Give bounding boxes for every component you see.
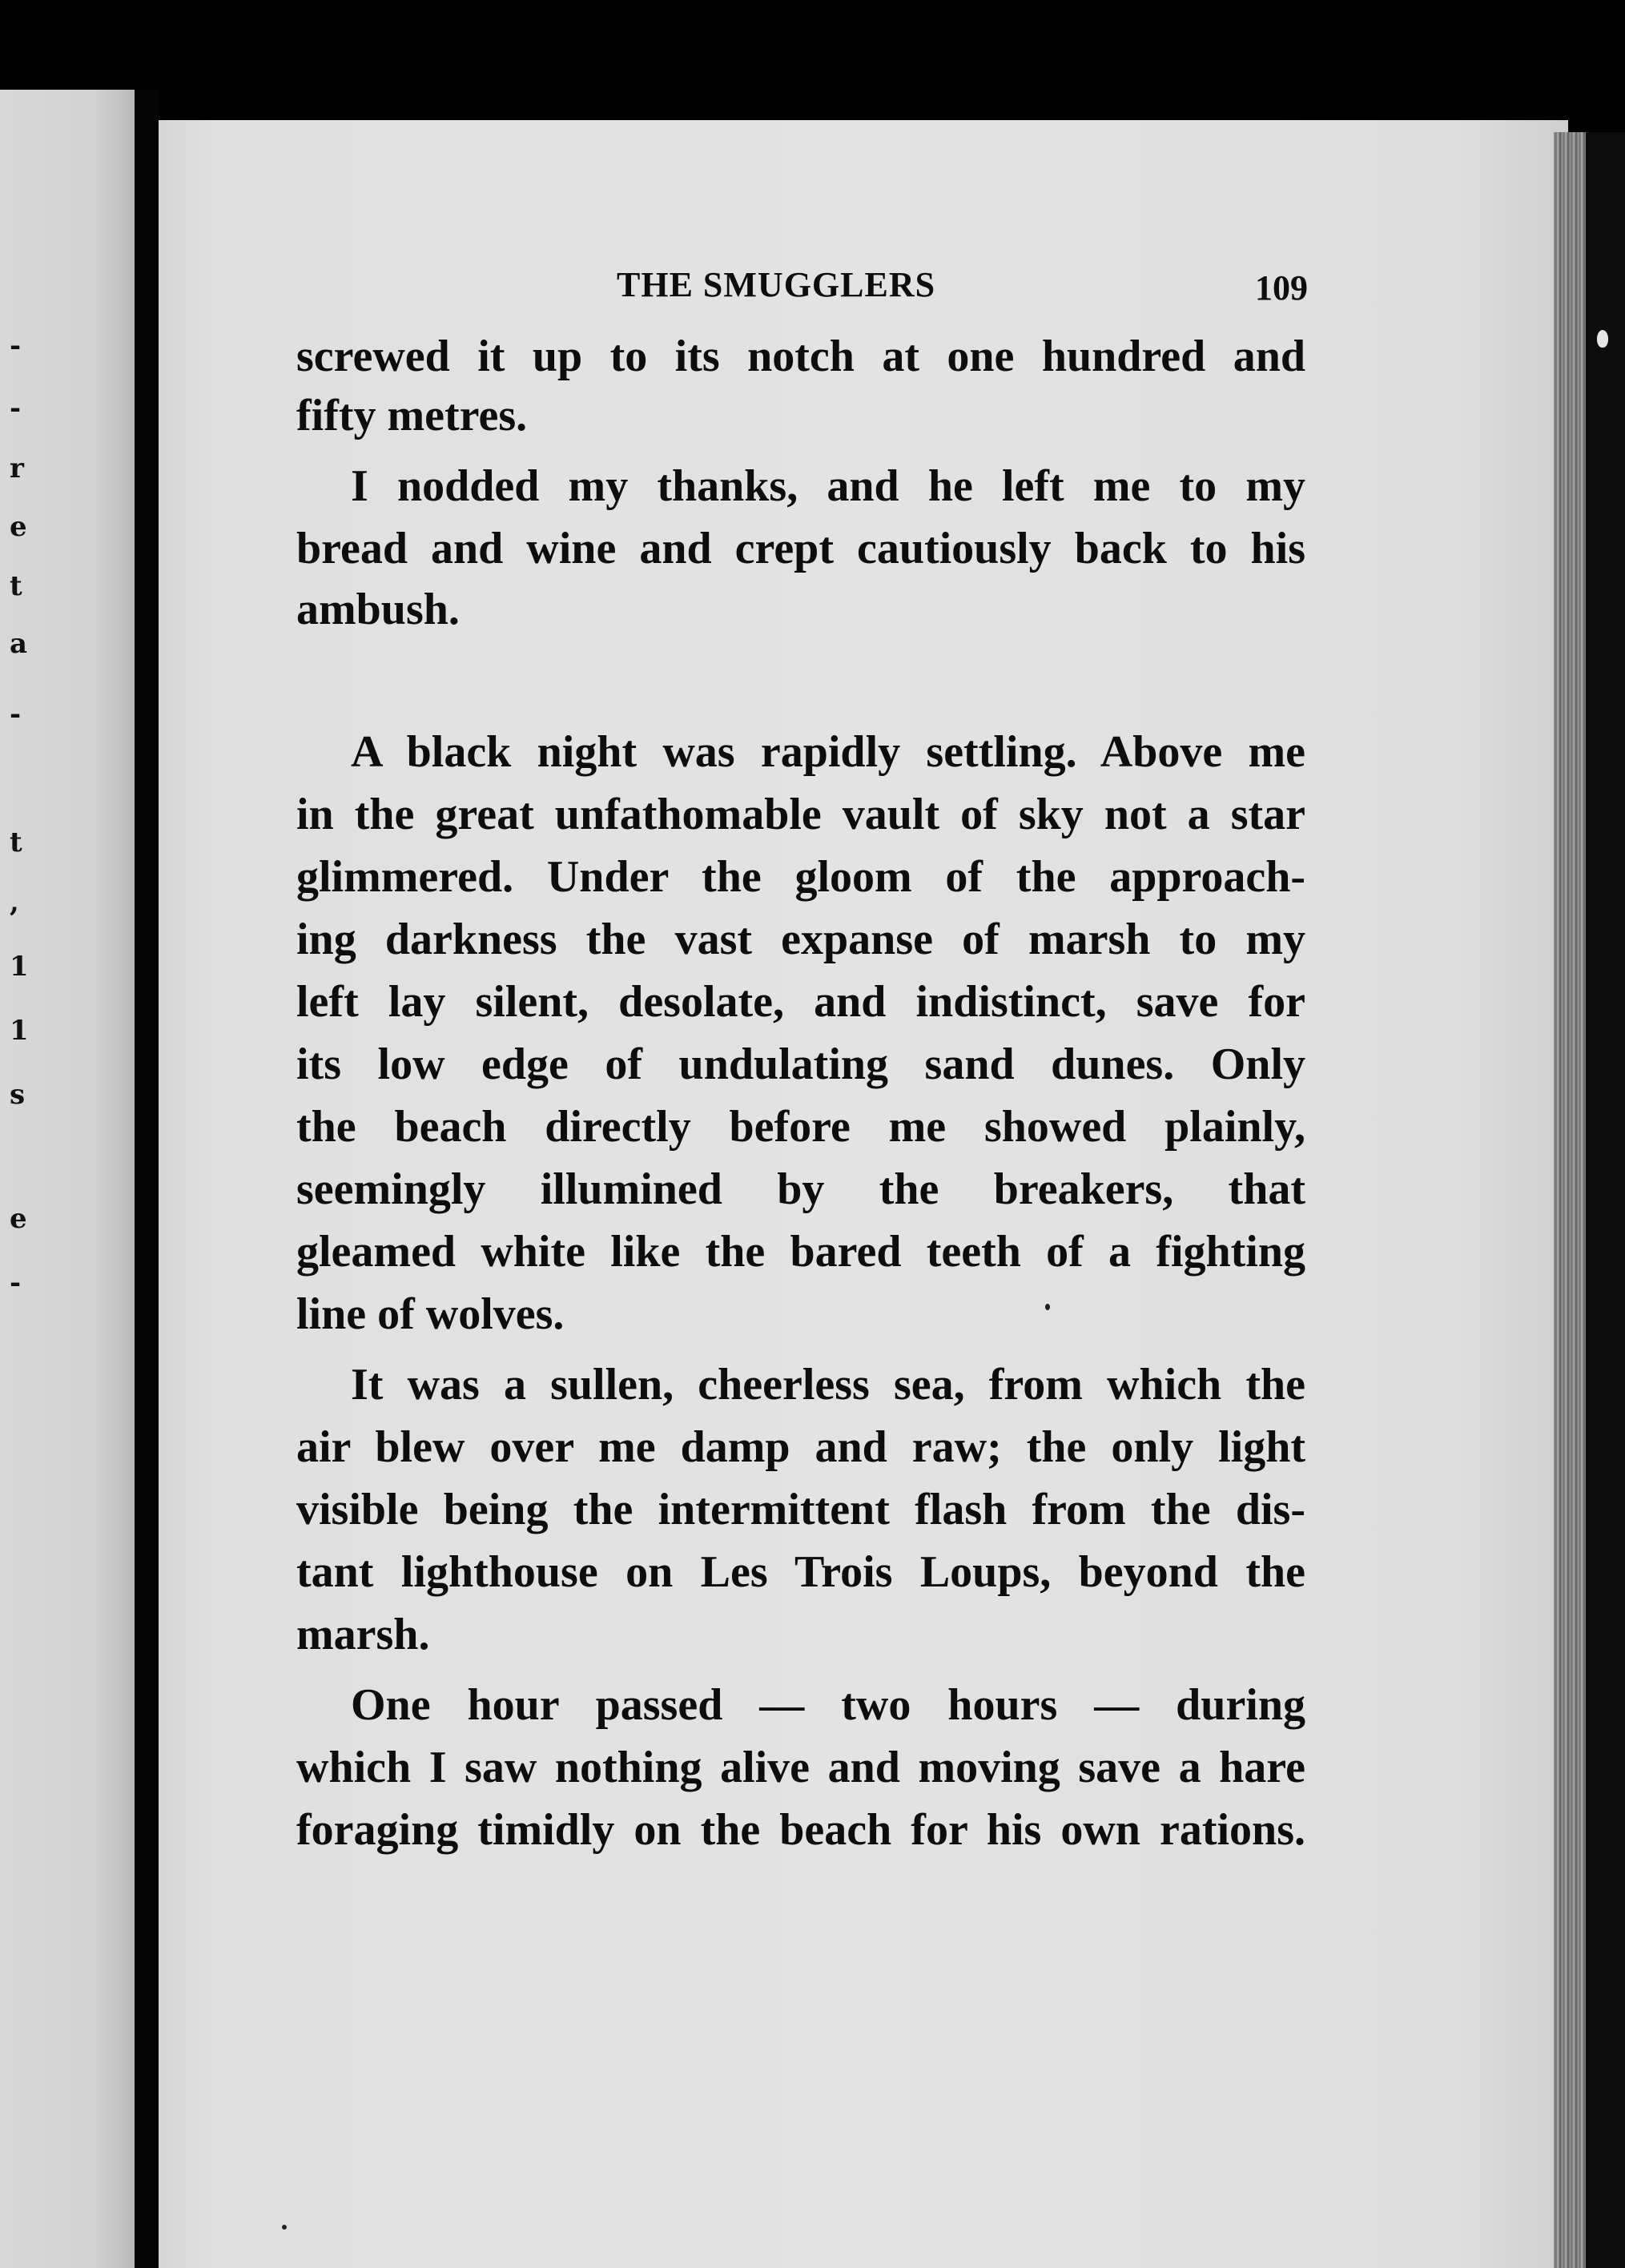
- book-cover-edge: [1586, 132, 1625, 2268]
- text-line: ambush.: [296, 585, 460, 634]
- left-facing-page: [0, 90, 135, 2268]
- left-page-fragment: -: [10, 1267, 22, 1299]
- text-line: air blew over me damp and raw; the only light: [296, 1422, 1305, 1472]
- left-page-fragment: -: [10, 698, 22, 730]
- page-number: 109: [1255, 268, 1308, 308]
- left-page-fragment: 1: [10, 951, 29, 983]
- left-page-fragment: e: [10, 1203, 27, 1235]
- text-line: the beach directly before me showed plainly,: [296, 1102, 1305, 1152]
- running-head: THE SMUGGLERS: [617, 265, 936, 304]
- text-line: A black night was rapidly settling. Above me: [351, 727, 1305, 777]
- text-line: marsh.: [296, 1610, 430, 1659]
- text-line: seemingly illumined by the breakers, that: [296, 1164, 1305, 1214]
- text-line: tant lighthouse on Les Trois Loups, beyond the: [296, 1547, 1305, 1597]
- left-page-fragment: ,: [10, 887, 19, 919]
- left-page-fragment: 1: [10, 1015, 29, 1047]
- text-line: bread and wine and crept cautiously back to his: [296, 524, 1305, 573]
- text-line: visible being the intermittent flash from the dis-: [296, 1485, 1305, 1534]
- left-page-fragment: s: [10, 1079, 26, 1111]
- text-line: It was a sullen, cheerless sea, from which the: [351, 1360, 1305, 1409]
- text-line: I nodded my thanks, and he left me to my: [351, 461, 1305, 511]
- left-page-fragment: t: [10, 570, 22, 602]
- left-page-fragment: a: [10, 628, 28, 660]
- text-line: which I saw nothing alive and moving save a hare: [296, 1743, 1305, 1792]
- ink-speck: [1045, 1304, 1050, 1310]
- text-line: foraging timidly on the beach for his own rations.: [296, 1805, 1305, 1855]
- page-edge-stack: [1554, 132, 1586, 2268]
- left-page-fragment: -: [10, 330, 22, 362]
- text-line: glimmered. Under the gloom of the approach-: [296, 852, 1305, 902]
- edge-mark: [1597, 330, 1608, 348]
- text-line: One hour passed — two hours — during: [351, 1680, 1305, 1730]
- text-line: in the great unfathomable vault of sky not a star: [296, 790, 1305, 839]
- left-page-fragment: e: [10, 511, 27, 543]
- text-line: line of wolves.: [296, 1289, 565, 1339]
- text-line: ing darkness the vast expanse of marsh to my: [296, 915, 1305, 964]
- text-line: its low edge of undulating sand dunes. Only: [296, 1040, 1305, 1089]
- text-line: fifty metres.: [296, 391, 528, 440]
- text-line: left lay silent, desolate, and indistinct, save for: [296, 977, 1305, 1027]
- ink-speck: [282, 2225, 287, 2230]
- book-gutter: [135, 90, 159, 2268]
- left-page-fragment: r: [10, 452, 24, 485]
- left-page-fragment: t: [10, 826, 22, 859]
- text-line: gleamed white like the bared teeth of a fighting: [296, 1227, 1305, 1277]
- text-line: screwed it up to its notch at one hundred and: [296, 332, 1305, 381]
- left-page-fragment: -: [10, 392, 22, 424]
